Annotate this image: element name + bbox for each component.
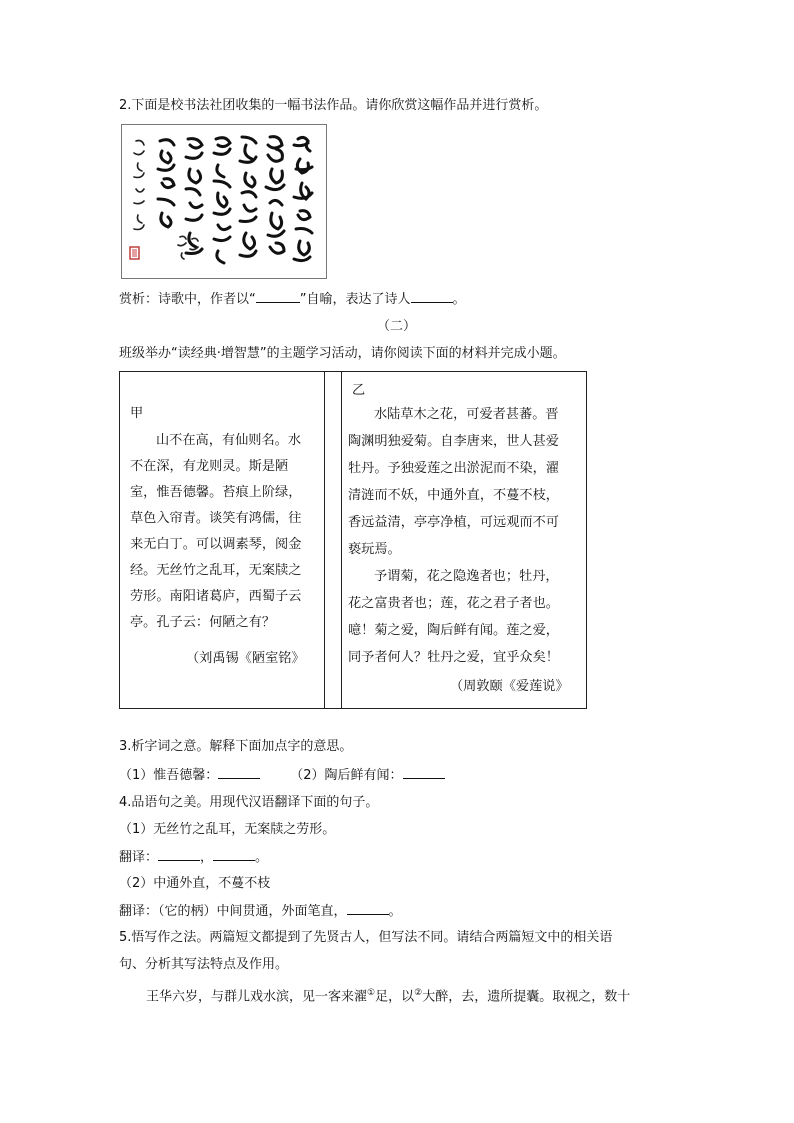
question-4-prompt: 4.品语句之美。用现代汉语翻译下面的句子。 [119, 795, 379, 810]
passage-b-line: 噫！菊之爱，陶后鲜有闻。莲之爱， [348, 623, 559, 638]
passage-b-line: 花之富贵者也；莲，花之君子者也。 [348, 596, 559, 611]
passage-a-line: 山不在高，有仙则名。水 [156, 433, 302, 448]
answer-blank-emotion[interactable] [411, 290, 453, 303]
passage-b-line: 水陆草木之花，可爱者甚蕃。晋 [374, 407, 559, 422]
passage-b-line: 陶渊明独爱菊。自李唐来，世人甚爱 [348, 434, 559, 449]
appreciation-prefix: 赏析：诗歌中，作者以“ [119, 292, 256, 307]
passage-b-line: 清涟而不妖，中通外直，不蔓不枝， [348, 488, 559, 503]
question-5-prompt-line-1: 5.悟写作之法。两篇短文都提到了先贤古人，但写法不同。请结合两篇短文中的相关语 [119, 930, 613, 945]
passage-b-source: （周敦颐《爱莲说》 [450, 679, 569, 694]
passage-a-line: 经。无丝竹之乱耳，无案牍之 [130, 563, 302, 578]
question-2-appreciation [119, 290, 466, 309]
passage-b-label: 乙 [352, 383, 366, 398]
footnote-marker: ① [367, 988, 376, 998]
footnote-marker: ② [414, 988, 423, 998]
question-5-passage [119, 984, 630, 1006]
q4-item-1-answer [119, 848, 268, 867]
table-divider-right [341, 372, 342, 708]
section-intro: 班级举办“读经典·增智慧”的主题学习活动，请你阅读下面的材料并完成小题。 [119, 346, 566, 361]
answer-blank-q3-1[interactable] [218, 766, 260, 779]
q4-item-2-answer [119, 902, 402, 921]
answer-blank-q4-1a[interactable] [158, 848, 200, 861]
passage-a-line: 亭。孔子云：何陋之有？ [130, 615, 276, 630]
q4-item-1: （1）无丝竹之乱耳，无案牍之劳形。 [119, 822, 336, 837]
passage-a-source: （刘禹锡《陋室铭》 [186, 651, 305, 666]
passage-a-line: 草色入帘青。谈笑有鸿儒，往 [130, 511, 302, 526]
translation-end: 。 [388, 904, 402, 919]
appreciation-middle: ”自喻，表达了诗人 [299, 292, 411, 307]
passage-text: 大醉，去，遗所提囊。取视之，数十 [422, 989, 631, 1005]
calligraphy-artwork [122, 125, 326, 278]
question-5-prompt-line-2: 句、分析其写法特点及作用。 [119, 957, 289, 972]
passage-a-line: 室，惟吾德馨。苔痕上阶绿， [130, 485, 302, 500]
question-2-prompt: 2.下面是校书法社团收集的一幅书法作品。请你欣赏这幅作品并进行赏析。 [119, 98, 548, 113]
passages-table [119, 371, 587, 709]
passage-text: 足，以 [375, 989, 415, 1005]
passage-a-line: 劳形。南阳诸葛庐，西蜀子云 [130, 589, 302, 604]
passage-a-label: 甲 [130, 406, 144, 421]
passage-a-line: 不在深，有龙则灵。斯是陋 [130, 459, 289, 474]
translation-prefix: 翻译： [119, 850, 159, 865]
answer-blank-q4-1b[interactable] [213, 848, 255, 861]
passage-b-line: 香远益清，亭亭净植，可远观而不可 [348, 515, 559, 530]
table-divider-left [324, 372, 325, 708]
passage-a-line: 来无白丁。可以调素琴，阅金 [130, 537, 302, 552]
answer-blank-q4-2[interactable] [347, 902, 389, 915]
translation-separator: ， [200, 850, 214, 865]
q3-item-2: （2）陶后鲜有闻： [290, 768, 403, 783]
appreciation-suffix: 。 [452, 292, 466, 307]
answer-blank-self-metaphor[interactable] [256, 290, 300, 303]
passage-text: 王华六岁，与群儿戏水滨，见一客来濯 [146, 989, 368, 1005]
calligraphy-image [121, 124, 327, 279]
passage-b-line: 同予者何人？牡丹之爱，宜乎众矣！ [348, 650, 559, 665]
passage-b-line: 牡丹。予独爱莲之出淤泥而不染，濯 [348, 461, 559, 476]
section-heading: （二） [376, 319, 416, 334]
question-3-items [119, 766, 445, 785]
passage-b-line: 予谓菊，花之隐逸者也；牡丹， [374, 569, 559, 584]
answer-blank-q3-2[interactable] [403, 766, 445, 779]
translation-end: 。 [255, 850, 269, 865]
question-3-prompt: 3.析字词之意。解释下面加点字的意思。 [119, 739, 353, 754]
q4-item-2: （2）中通外直，不蔓不枝 [119, 876, 271, 891]
q3-item-1: （1）惟吾德馨： [119, 768, 219, 783]
translation-prefix: 翻译：（它的柄）中间贯通，外面笔直， [119, 904, 347, 919]
passage-b-line: 亵玩焉。 [348, 542, 401, 557]
